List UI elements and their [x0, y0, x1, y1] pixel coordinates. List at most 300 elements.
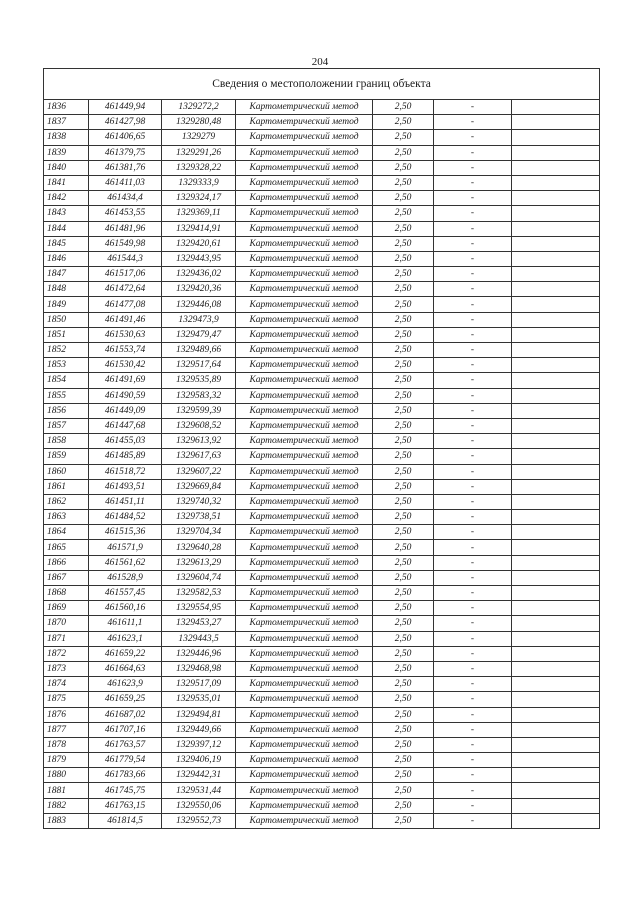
point-number-cell: 1858	[44, 434, 89, 449]
y-coordinate-cell: 1329535,89	[162, 373, 236, 388]
empty-cell	[512, 251, 600, 266]
point-number-cell: 1875	[44, 692, 89, 707]
method-cell: Картометрический метод	[236, 677, 373, 692]
accuracy-cell: 2,50	[373, 525, 434, 540]
boundary-table-container	[43, 68, 599, 829]
table-row	[44, 327, 600, 342]
description-cell: -	[434, 661, 512, 676]
y-coordinate-cell: 1329479,47	[162, 327, 236, 342]
method-cell: Картометрический метод	[236, 798, 373, 813]
table-row	[44, 479, 600, 494]
y-coordinate-cell: 1329517,64	[162, 358, 236, 373]
table-row	[44, 616, 600, 631]
method-cell: Картометрический метод	[236, 251, 373, 266]
table-row	[44, 525, 600, 540]
y-coordinate-cell: 1329617,63	[162, 449, 236, 464]
x-coordinate-cell: 461745,75	[89, 783, 162, 798]
method-cell: Картометрический метод	[236, 115, 373, 130]
point-number-cell: 1865	[44, 540, 89, 555]
x-coordinate-cell: 461449,94	[89, 100, 162, 115]
y-coordinate-cell: 1329272,2	[162, 100, 236, 115]
x-coordinate-cell: 461763,15	[89, 798, 162, 813]
y-coordinate-cell: 1329604,74	[162, 570, 236, 585]
method-cell: Картометрический метод	[236, 343, 373, 358]
description-cell: -	[434, 403, 512, 418]
accuracy-cell: 2,50	[373, 358, 434, 373]
empty-cell	[512, 312, 600, 327]
y-coordinate-cell: 1329442,31	[162, 768, 236, 783]
x-coordinate-cell: 461381,76	[89, 160, 162, 175]
x-coordinate-cell: 461623,9	[89, 677, 162, 692]
method-cell: Картометрический метод	[236, 221, 373, 236]
point-number-cell: 1857	[44, 418, 89, 433]
x-coordinate-cell: 461455,03	[89, 434, 162, 449]
point-number-cell: 1840	[44, 160, 89, 175]
empty-cell	[512, 768, 600, 783]
description-cell: -	[434, 479, 512, 494]
method-cell: Картометрический метод	[236, 267, 373, 282]
accuracy-cell: 2,50	[373, 388, 434, 403]
table-row	[44, 160, 600, 175]
empty-cell	[512, 677, 600, 692]
point-number-cell: 1873	[44, 661, 89, 676]
accuracy-cell: 2,50	[373, 191, 434, 206]
accuracy-cell: 2,50	[373, 175, 434, 190]
x-coordinate-cell: 461451,11	[89, 494, 162, 509]
description-cell: -	[434, 677, 512, 692]
x-coordinate-cell: 461490,59	[89, 388, 162, 403]
empty-cell	[512, 100, 600, 115]
x-coordinate-cell: 461434,4	[89, 191, 162, 206]
accuracy-cell: 2,50	[373, 677, 434, 692]
description-cell: -	[434, 510, 512, 525]
accuracy-cell: 2,50	[373, 768, 434, 783]
method-cell: Картометрический метод	[236, 434, 373, 449]
accuracy-cell: 2,50	[373, 434, 434, 449]
method-cell: Картометрический метод	[236, 297, 373, 312]
method-cell: Картометрический метод	[236, 783, 373, 798]
method-cell: Картометрический метод	[236, 768, 373, 783]
accuracy-cell: 2,50	[373, 206, 434, 221]
point-number-cell: 1848	[44, 282, 89, 297]
x-coordinate-cell: 461814,5	[89, 813, 162, 828]
table-row	[44, 586, 600, 601]
method-cell: Картометрический метод	[236, 570, 373, 585]
empty-cell	[512, 692, 600, 707]
table-row	[44, 312, 600, 327]
accuracy-cell: 2,50	[373, 221, 434, 236]
table-row	[44, 236, 600, 251]
description-cell: -	[434, 251, 512, 266]
accuracy-cell: 2,50	[373, 479, 434, 494]
empty-cell	[512, 813, 600, 828]
y-coordinate-cell: 1329704,34	[162, 525, 236, 540]
empty-cell	[512, 267, 600, 282]
point-number-cell: 1854	[44, 373, 89, 388]
y-coordinate-cell: 1329531,44	[162, 783, 236, 798]
point-number-cell: 1882	[44, 798, 89, 813]
table-row	[44, 494, 600, 509]
y-coordinate-cell: 1329328,22	[162, 160, 236, 175]
point-number-cell: 1874	[44, 677, 89, 692]
y-coordinate-cell: 1329489,66	[162, 343, 236, 358]
table-row	[44, 418, 600, 433]
empty-cell	[512, 327, 600, 342]
empty-cell	[512, 601, 600, 616]
x-coordinate-cell: 461664,63	[89, 661, 162, 676]
accuracy-cell: 2,50	[373, 707, 434, 722]
y-coordinate-cell: 1329446,08	[162, 297, 236, 312]
point-number-cell: 1837	[44, 115, 89, 130]
method-cell: Картометрический метод	[236, 358, 373, 373]
method-cell: Картометрический метод	[236, 312, 373, 327]
method-cell: Картометрический метод	[236, 813, 373, 828]
accuracy-cell: 2,50	[373, 312, 434, 327]
point-number-cell: 1849	[44, 297, 89, 312]
accuracy-cell: 2,50	[373, 661, 434, 676]
table-row	[44, 570, 600, 585]
description-cell: -	[434, 464, 512, 479]
x-coordinate-cell: 461485,89	[89, 449, 162, 464]
y-coordinate-cell: 1329607,22	[162, 464, 236, 479]
point-number-cell: 1870	[44, 616, 89, 631]
point-number-cell: 1847	[44, 267, 89, 282]
x-coordinate-cell: 461707,16	[89, 722, 162, 737]
table-row	[44, 661, 600, 676]
table-row	[44, 692, 600, 707]
table-row	[44, 388, 600, 403]
table-row	[44, 267, 600, 282]
method-cell: Картометрический метод	[236, 586, 373, 601]
table-row	[44, 449, 600, 464]
empty-cell	[512, 206, 600, 221]
method-cell: Картометрический метод	[236, 236, 373, 251]
description-cell: -	[434, 236, 512, 251]
empty-cell	[512, 783, 600, 798]
y-coordinate-cell: 1329613,29	[162, 555, 236, 570]
method-cell: Картометрический метод	[236, 646, 373, 661]
description-cell: -	[434, 525, 512, 540]
y-coordinate-cell: 1329738,51	[162, 510, 236, 525]
y-coordinate-cell: 1329554,95	[162, 601, 236, 616]
method-cell: Картометрический метод	[236, 479, 373, 494]
empty-cell	[512, 175, 600, 190]
empty-cell	[512, 540, 600, 555]
empty-cell	[512, 798, 600, 813]
x-coordinate-cell: 461557,45	[89, 586, 162, 601]
table-title-row	[44, 69, 600, 100]
x-coordinate-cell: 461472,64	[89, 282, 162, 297]
table-row	[44, 358, 600, 373]
y-coordinate-cell: 1329552,73	[162, 813, 236, 828]
point-number-cell: 1877	[44, 722, 89, 737]
table-row	[44, 403, 600, 418]
method-cell: Картометрический метод	[236, 555, 373, 570]
empty-cell	[512, 555, 600, 570]
accuracy-cell: 2,50	[373, 236, 434, 251]
table-row	[44, 191, 600, 206]
description-cell: -	[434, 206, 512, 221]
point-number-cell: 1868	[44, 586, 89, 601]
empty-cell	[512, 494, 600, 509]
x-coordinate-cell: 461561,62	[89, 555, 162, 570]
description-cell: -	[434, 312, 512, 327]
y-coordinate-cell: 1329583,32	[162, 388, 236, 403]
method-cell: Картометрический метод	[236, 601, 373, 616]
empty-cell	[512, 145, 600, 160]
table-row	[44, 722, 600, 737]
point-number-cell: 1841	[44, 175, 89, 190]
table-row	[44, 798, 600, 813]
method-cell: Картометрический метод	[236, 737, 373, 752]
method-cell: Картометрический метод	[236, 160, 373, 175]
empty-cell	[512, 646, 600, 661]
empty-cell	[512, 479, 600, 494]
method-cell: Картометрический метод	[236, 753, 373, 768]
table-row	[44, 297, 600, 312]
x-coordinate-cell: 461518,72	[89, 464, 162, 479]
accuracy-cell: 2,50	[373, 418, 434, 433]
x-coordinate-cell: 461530,63	[89, 327, 162, 342]
empty-cell	[512, 737, 600, 752]
description-cell: -	[434, 586, 512, 601]
table-row	[44, 434, 600, 449]
description-cell: -	[434, 646, 512, 661]
point-number-cell: 1861	[44, 479, 89, 494]
y-coordinate-cell: 1329599,39	[162, 403, 236, 418]
accuracy-cell: 2,50	[373, 510, 434, 525]
method-cell: Картометрический метод	[236, 449, 373, 464]
x-coordinate-cell: 461779,54	[89, 753, 162, 768]
x-coordinate-cell: 461453,55	[89, 206, 162, 221]
x-coordinate-cell: 461484,52	[89, 510, 162, 525]
boundary-table	[43, 68, 600, 829]
point-number-cell: 1866	[44, 555, 89, 570]
empty-cell	[512, 418, 600, 433]
table-row	[44, 221, 600, 236]
description-cell: -	[434, 692, 512, 707]
y-coordinate-cell: 1329420,36	[162, 282, 236, 297]
table-row	[44, 373, 600, 388]
accuracy-cell: 2,50	[373, 160, 434, 175]
description-cell: -	[434, 494, 512, 509]
accuracy-cell: 2,50	[373, 373, 434, 388]
y-coordinate-cell: 1329446,96	[162, 646, 236, 661]
y-coordinate-cell: 1329494,81	[162, 707, 236, 722]
x-coordinate-cell: 461515,36	[89, 525, 162, 540]
description-cell: -	[434, 388, 512, 403]
point-number-cell: 1851	[44, 327, 89, 342]
table-row	[44, 115, 600, 130]
accuracy-cell: 2,50	[373, 692, 434, 707]
accuracy-cell: 2,50	[373, 251, 434, 266]
accuracy-cell: 2,50	[373, 327, 434, 342]
empty-cell	[512, 707, 600, 722]
accuracy-cell: 2,50	[373, 586, 434, 601]
table-row	[44, 753, 600, 768]
empty-cell	[512, 434, 600, 449]
description-cell: -	[434, 267, 512, 282]
method-cell: Картометрический метод	[236, 494, 373, 509]
method-cell: Картометрический метод	[236, 403, 373, 418]
point-number-cell: 1878	[44, 737, 89, 752]
table-row	[44, 813, 600, 828]
x-coordinate-cell: 461530,42	[89, 358, 162, 373]
method-cell: Картометрический метод	[236, 692, 373, 707]
x-coordinate-cell: 461528,9	[89, 570, 162, 585]
description-cell: -	[434, 555, 512, 570]
y-coordinate-cell: 1329582,53	[162, 586, 236, 601]
x-coordinate-cell: 461571,9	[89, 540, 162, 555]
page-number: 204	[311, 56, 329, 68]
method-cell: Картометрический метод	[236, 388, 373, 403]
description-cell: -	[434, 722, 512, 737]
x-coordinate-cell: 461411,03	[89, 175, 162, 190]
method-cell: Картометрический метод	[236, 418, 373, 433]
description-cell: -	[434, 343, 512, 358]
empty-cell	[512, 464, 600, 479]
point-number-cell: 1881	[44, 783, 89, 798]
table-row	[44, 677, 600, 692]
y-coordinate-cell: 1329279	[162, 130, 236, 145]
y-coordinate-cell: 1329517,09	[162, 677, 236, 692]
empty-cell	[512, 373, 600, 388]
method-cell: Картометрический метод	[236, 616, 373, 631]
point-number-cell: 1880	[44, 768, 89, 783]
description-cell: -	[434, 631, 512, 646]
y-coordinate-cell: 1329397,12	[162, 737, 236, 752]
empty-cell	[512, 753, 600, 768]
y-coordinate-cell: 1329369,11	[162, 206, 236, 221]
method-cell: Картометрический метод	[236, 707, 373, 722]
y-coordinate-cell: 1329406,19	[162, 753, 236, 768]
empty-cell	[512, 221, 600, 236]
table-row	[44, 707, 600, 722]
table-row	[44, 646, 600, 661]
point-number-cell: 1867	[44, 570, 89, 585]
method-cell: Картометрический метод	[236, 130, 373, 145]
accuracy-cell: 2,50	[373, 115, 434, 130]
description-cell: -	[434, 783, 512, 798]
description-cell: -	[434, 737, 512, 752]
accuracy-cell: 2,50	[373, 464, 434, 479]
accuracy-cell: 2,50	[373, 267, 434, 282]
table-row	[44, 145, 600, 160]
table-row	[44, 540, 600, 555]
accuracy-cell: 2,50	[373, 494, 434, 509]
description-cell: -	[434, 191, 512, 206]
table-row	[44, 100, 600, 115]
description-cell: -	[434, 540, 512, 555]
accuracy-cell: 2,50	[373, 449, 434, 464]
description-cell: -	[434, 297, 512, 312]
method-cell: Картометрический метод	[236, 206, 373, 221]
x-coordinate-cell: 461687,02	[89, 707, 162, 722]
y-coordinate-cell: 1329468,98	[162, 661, 236, 676]
point-number-cell: 1872	[44, 646, 89, 661]
accuracy-cell: 2,50	[373, 145, 434, 160]
accuracy-cell: 2,50	[373, 297, 434, 312]
empty-cell	[512, 130, 600, 145]
x-coordinate-cell: 461447,68	[89, 418, 162, 433]
y-coordinate-cell: 1329291,26	[162, 145, 236, 160]
y-coordinate-cell: 1329550,06	[162, 798, 236, 813]
x-coordinate-cell: 461611,1	[89, 616, 162, 631]
point-number-cell: 1859	[44, 449, 89, 464]
description-cell: -	[434, 327, 512, 342]
table-row	[44, 783, 600, 798]
method-cell: Картометрический метод	[236, 722, 373, 737]
description-cell: -	[434, 282, 512, 297]
x-coordinate-cell: 461517,06	[89, 267, 162, 282]
x-coordinate-cell: 461659,25	[89, 692, 162, 707]
x-coordinate-cell: 461623,1	[89, 631, 162, 646]
empty-cell	[512, 403, 600, 418]
description-cell: -	[434, 160, 512, 175]
x-coordinate-cell: 461491,46	[89, 312, 162, 327]
method-cell: Картометрический метод	[236, 175, 373, 190]
description-cell: -	[434, 601, 512, 616]
table-row	[44, 175, 600, 190]
table-row	[44, 510, 600, 525]
x-coordinate-cell: 461427,98	[89, 115, 162, 130]
y-coordinate-cell: 1329280,48	[162, 115, 236, 130]
x-coordinate-cell: 461406,65	[89, 130, 162, 145]
description-cell: -	[434, 813, 512, 828]
empty-cell	[512, 570, 600, 585]
y-coordinate-cell: 1329443,5	[162, 631, 236, 646]
accuracy-cell: 2,50	[373, 282, 434, 297]
y-coordinate-cell: 1329420,61	[162, 236, 236, 251]
method-cell: Картометрический метод	[236, 100, 373, 115]
table-row	[44, 631, 600, 646]
empty-cell	[512, 616, 600, 631]
point-number-cell: 1853	[44, 358, 89, 373]
description-cell: -	[434, 175, 512, 190]
x-coordinate-cell: 461544,3	[89, 251, 162, 266]
accuracy-cell: 2,50	[373, 631, 434, 646]
point-number-cell: 1856	[44, 403, 89, 418]
description-cell: -	[434, 221, 512, 236]
description-cell: -	[434, 418, 512, 433]
point-number-cell: 1855	[44, 388, 89, 403]
table-row	[44, 601, 600, 616]
table-row	[44, 555, 600, 570]
point-number-cell: 1846	[44, 251, 89, 266]
empty-cell	[512, 525, 600, 540]
y-coordinate-cell: 1329669,84	[162, 479, 236, 494]
point-number-cell: 1863	[44, 510, 89, 525]
y-coordinate-cell: 1329414,91	[162, 221, 236, 236]
description-cell: -	[434, 434, 512, 449]
description-cell: -	[434, 449, 512, 464]
x-coordinate-cell: 461493,51	[89, 479, 162, 494]
empty-cell	[512, 297, 600, 312]
y-coordinate-cell: 1329640,28	[162, 540, 236, 555]
empty-cell	[512, 358, 600, 373]
y-coordinate-cell: 1329473,9	[162, 312, 236, 327]
table-row	[44, 737, 600, 752]
point-number-cell: 1869	[44, 601, 89, 616]
table-row	[44, 464, 600, 479]
method-cell: Картометрический метод	[236, 540, 373, 555]
description-cell: -	[434, 707, 512, 722]
point-number-cell: 1864	[44, 525, 89, 540]
x-coordinate-cell: 461553,74	[89, 343, 162, 358]
description-cell: -	[434, 570, 512, 585]
point-number-cell: 1876	[44, 707, 89, 722]
accuracy-cell: 2,50	[373, 130, 434, 145]
